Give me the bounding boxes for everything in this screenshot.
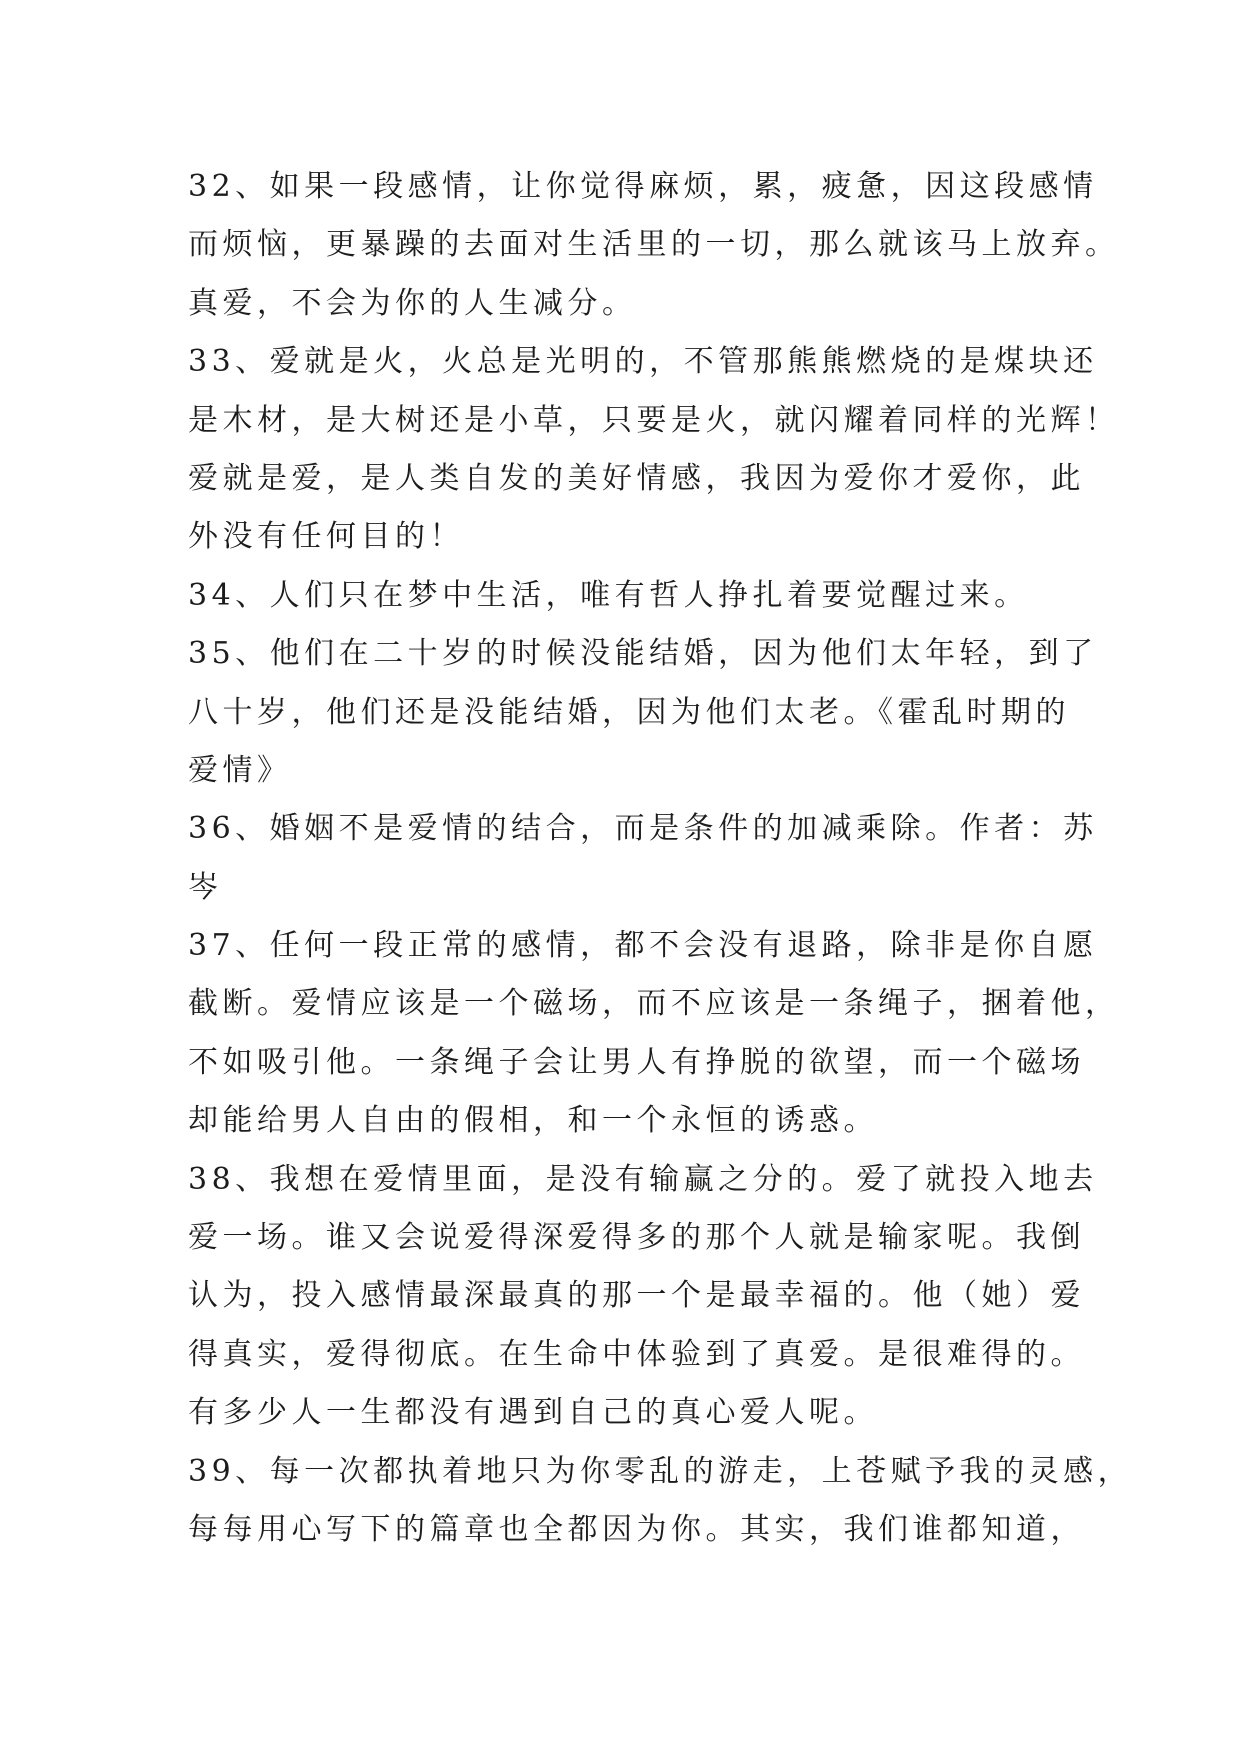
text-line: 是木材，是大树还是小草，只要是火，就闪耀着同样的光辉！ <box>188 402 1120 438</box>
text-line: 39、每一次都执着地只为你零乱的游走，上苍赋予我的灵感， <box>188 1453 1133 1489</box>
text-line: 33、爱就是火，火总是光明的，不管那熊熊燃烧的是煤块还 <box>188 344 1098 380</box>
text-line: 35、他们在二十岁的时候没能结婚，因为他们太年轻，到了 <box>188 636 1098 672</box>
text-line: 有多少人一生都没有遇到自己的真心爱人呢。 <box>188 1395 878 1431</box>
text-line: 不如吸引他。一条绳子会让男人有挣脱的欲望，而一个磁场 <box>188 1044 1085 1080</box>
text-line: 每每用心写下的篇章也全都因为你。其实，我们谁都知道， <box>188 1511 1085 1547</box>
text-line: 认为，投入感情最深最真的那一个是最幸福的。他（她）爱 <box>188 1278 1085 1314</box>
document-body <box>188 158 1133 1559</box>
text-line: 爱一场。谁又会说爱得深爱得多的那个人就是输家呢。我倒 <box>188 1220 1085 1256</box>
text-line: 爱情》 <box>188 752 292 788</box>
text-line: 32、如果一段感情，让你觉得麻烦，累，疲惫，因这段感情 <box>188 169 1098 204</box>
text-line: 外没有任何目的！ <box>188 519 464 555</box>
text-line: 爱就是爱，是人类自发的美好情感，我因为爱你才爱你，此 <box>188 460 1085 496</box>
text-line: 岑 <box>188 869 223 905</box>
text-line: 而烦恼，更暴躁的去面对生活里的一切，那么就该马上放弃。 <box>188 227 1120 263</box>
text-line: 却能给男人自由的假相，和一个永恒的诱惑。 <box>188 1103 878 1139</box>
text-line: 真爱，不会为你的人生减分。 <box>188 285 637 321</box>
text-line: 八十岁，他们还是没能结婚，因为他们太老。《霍乱时期的 <box>188 694 1070 730</box>
text-line: 34、人们只在梦中生活，唯有哲人挣扎着要觉醒过来。 <box>188 577 1029 613</box>
text-line: 37、任何一段正常的感情，都不会没有退路，除非是你自愿 <box>188 928 1098 964</box>
text-line: 截断。爱情应该是一个磁场，而不应该是一条绳子，捆着他， <box>188 986 1120 1022</box>
text-line: 38、我想在爱情里面，是没有输赢之分的。爱了就投入地去 <box>188 1161 1098 1197</box>
text-line: 36、婚姻不是爱情的结合，而是条件的加减乘除。作者：苏 <box>188 811 1098 847</box>
text-line: 得真实，爱得彻底。在生命中体验到了真爱。是很难得的。 <box>188 1336 1085 1372</box>
